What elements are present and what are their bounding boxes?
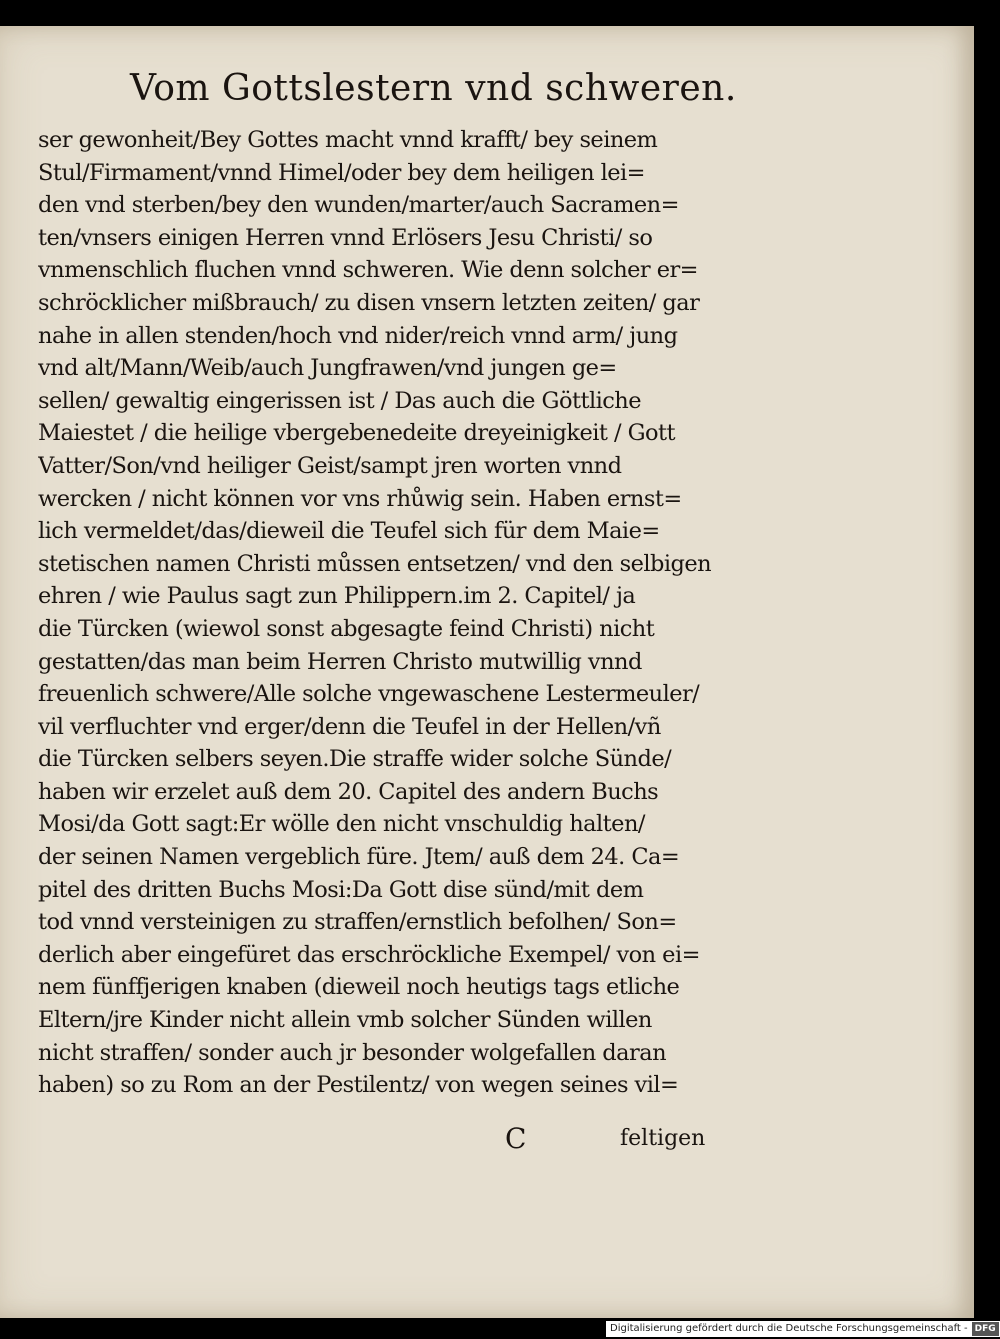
text-line: Eltern/jre Kinder nicht allein vmb solcher Sünden willen (38, 1007, 652, 1034)
text-line: haben wir erzelet auß dem 20. Capitel des andern Buchs (38, 778, 659, 805)
running-header: Vom Gottslestern vnd schweren. (130, 68, 737, 109)
text-line: stetischen namen Christi můssen entsetzen/ vnd den selbigen (38, 550, 712, 577)
text-line: Mosi/da Gott sagt:Er wölle den nicht vnschuldig halten/ (38, 811, 645, 838)
footer-text: Digitalisierung gefördert durch die Deutsche Forschungsgemeinschaft - (610, 1323, 968, 1334)
text-line: haben) so zu Rom an der Pestilentz/ von wegen seines vil= (38, 1072, 679, 1099)
text-line: Maiestet / die heilige vbergebenedeite dreyeinigkeit / Gott (38, 420, 675, 447)
text-line: die Türcken selbers seyen.Die straffe wider solche Sünde/ (38, 746, 672, 773)
text-line: ten/vnsers einigen Herren vnnd Erlösers Jesu Christi/ so (38, 224, 653, 251)
body-text (38, 124, 718, 1102)
text-line: ehren / wie Paulus sagt zun Philippern.im 2. Capitel/ ja (38, 583, 636, 610)
text-line: nem fünffjerigen knaben (dieweil noch heutigs tags etliche (38, 974, 680, 1001)
text-line: Vatter/Son/vnd heiliger Geist/sampt jren worten vnnd (38, 452, 622, 479)
text-line: der seinen Namen vergeblich füre. Jtem/ auß dem 24. Ca= (38, 844, 680, 871)
text-line: lich vermeldet/das/dieweil die Teufel sich für dem Maie= (38, 518, 660, 545)
text-line: vnd alt/Mann/Weib/auch Jungfrawen/vnd jungen ge= (38, 355, 617, 382)
text-line: nicht straffen/ sonder auch jr besonder wolgefallen daran (38, 1039, 667, 1066)
text-line: den vnd sterben/bey den wunden/marter/auch Sacramen= (38, 192, 679, 219)
digitization-footer (606, 1321, 1000, 1337)
text-line: die Türcken (wiewol sonst abgesagte feind Christi) nicht (38, 615, 655, 642)
text-line: vil verfluchter vnd erger/denn die Teufel in der Hellen/vñ (38, 713, 661, 740)
text-line: wercken / nicht können vor vns rhůwig sein. Haben ernst= (38, 485, 682, 512)
text-line: pitel des dritten Buchs Mosi:Da Gott dise sünd/mit dem (38, 876, 644, 903)
text-line: Stul/Firmament/vnnd Himel/oder bey dem heiligen lei= (38, 159, 645, 186)
text-line: nahe in allen stenden/hoch vnd nider/reich vnnd arm/ jung (38, 322, 678, 349)
text-line: tod vnnd versteinigen zu straffen/ernstlich befolhen/ Son= (38, 909, 677, 936)
text-line: derlich aber eingefüret das erschröckliche Exempel/ von ei= (38, 941, 700, 968)
text-line: vnmenschlich fluchen vnnd schweren. Wie denn solcher er= (38, 257, 698, 284)
text-line: ser gewonheit/Bey Gottes macht vnnd krafft/ bey seinem (38, 127, 658, 153)
catchword: feltigen (620, 1126, 706, 1151)
signature-mark: C (505, 1122, 527, 1155)
text-line: schröcklicher mißbrauch/ zu disen vnsern letzten zeiten/ gar (38, 289, 700, 316)
dfg-logo: DFG (972, 1322, 999, 1336)
text-line: freuenlich schwere/Alle solche vngewaschene Lestermeuler/ (38, 681, 700, 708)
text-line: sellen/ gewaltig eingerissen ist / Das auch die Göttliche (38, 387, 641, 414)
text-line: gestatten/das man beim Herren Christo mutwillig vnnd (38, 648, 642, 675)
